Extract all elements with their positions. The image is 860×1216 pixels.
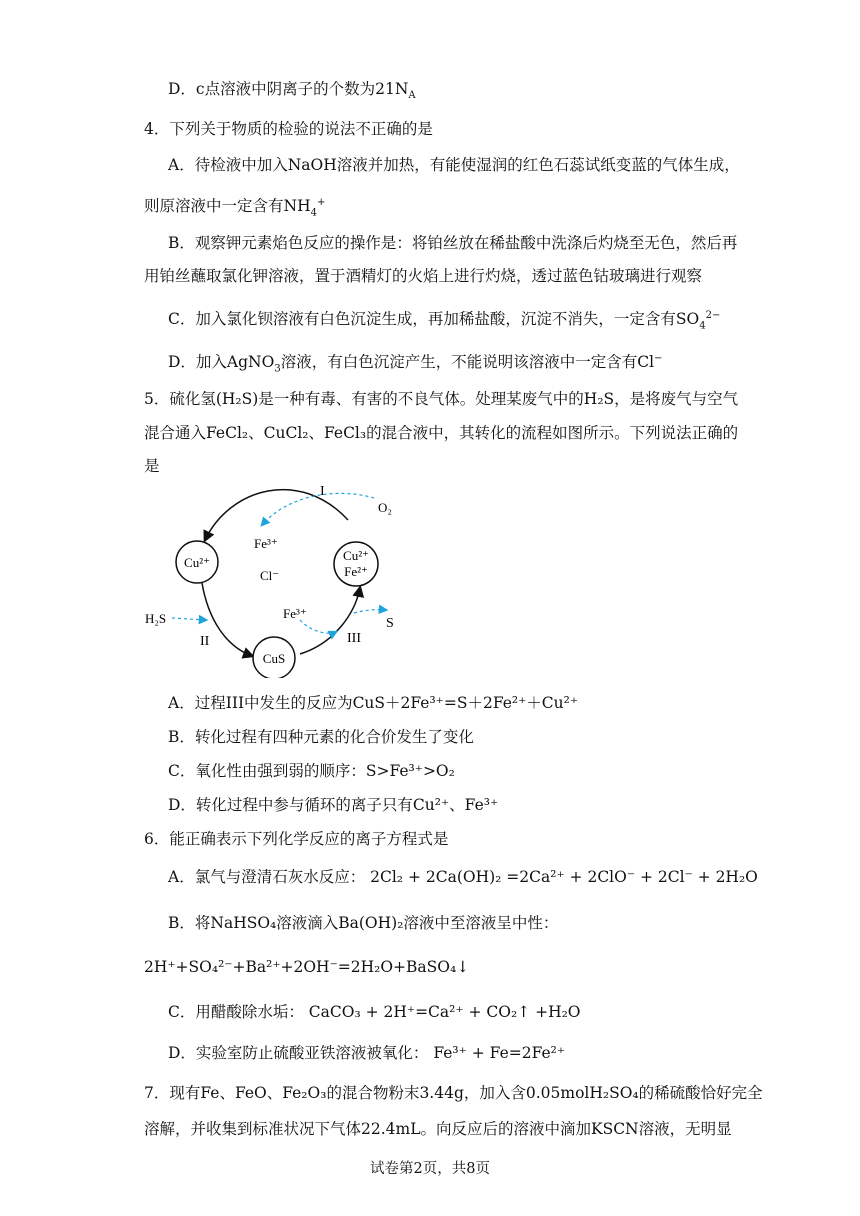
q5-line2: 混合通入FeCl₂、CuCl₂、FeCl₃的混合液中，其转化的流程如图所示。下列说法正确的 bbox=[144, 424, 739, 442]
label-cu2: Cu²⁺ bbox=[184, 555, 210, 570]
q5-option-d: D．转化过程中参与循环的离子只有Cu²⁺、Fe³⁺ bbox=[168, 796, 499, 814]
dashed-arrow-h2s bbox=[172, 618, 206, 620]
q5-option-b: B．转化过程有四种元素的化合价发生了变化 bbox=[168, 728, 474, 746]
agno3-sub: 3 bbox=[274, 363, 281, 375]
label-fe2-bottom: Fe²⁺ bbox=[344, 564, 368, 579]
label-cl: Cl⁻ bbox=[260, 568, 280, 583]
cycle-arc-top bbox=[205, 490, 348, 540]
q6-option-a: A．氯气与澄清石灰水反应： 2Cl₂ + 2Ca(OH)₂ =2Ca²⁺ + 2ClO⁻ + 2Cl⁻ + 2H₂O bbox=[168, 868, 758, 886]
label-fe3-low: Fe³⁺ bbox=[283, 606, 307, 621]
q4-d-tail: 溶液，有白色沉淀产生，不能说明该溶液中一定含有Cl bbox=[280, 353, 655, 372]
q4-stem: 4．下列关于物质的检验的说法不正确的是 bbox=[144, 120, 433, 138]
q5-line3: 是 bbox=[144, 457, 160, 475]
label-step-1: I bbox=[320, 484, 325, 499]
dashed-arrow-fe3 bbox=[300, 620, 336, 633]
label-cu2-top: Cu²⁺ bbox=[343, 548, 369, 563]
label-cus: CuS bbox=[262, 651, 286, 666]
q4-option-d bbox=[168, 349, 662, 379]
label-s: S bbox=[386, 616, 394, 631]
q5-option-a: A．过程III中发生的反应为CuS＋2Fe³⁺=S＋2Fe²⁺＋Cu²⁺ bbox=[168, 694, 579, 712]
line-q3-d bbox=[168, 79, 416, 106]
q4-option-c bbox=[168, 306, 720, 336]
q4-option-a-line2 bbox=[144, 193, 325, 223]
q5-option-c: C．氧化性由强到弱的顺序：S>Fe³⁺>O₂ bbox=[168, 762, 455, 780]
q6-option-b: B．将NaHSO₄溶液滴入Ba(OH)₂溶液中至溶液呈中性： bbox=[168, 914, 559, 932]
q4-option-b-line2: 用铂丝蘸取氯化钾溶液，置于酒精灯的火焰上进行灼烧，透过蓝色钴玻璃进行观察 bbox=[144, 267, 703, 285]
cycle-arc-left bbox=[202, 583, 252, 656]
so4-sub: 4 bbox=[699, 320, 706, 332]
q6-option-d: D．实验室防止硫酸亚铁溶液被氧化： Fe³⁺ + Fe=2Fe²⁺ bbox=[168, 1044, 566, 1062]
q7-line1: 7．现有Fe、FeO、Fe₂O₃的混合物粉末3.44g，加入含0.05molH₂SO₄的稀硫酸恰好完全 bbox=[144, 1084, 763, 1102]
cl-sup: − bbox=[654, 353, 663, 364]
q4-option-a-line1: A．待检液中加入NaOH溶液并加热，有能使湿润的红色石蕊试纸变蓝的气体生成， bbox=[168, 156, 740, 174]
page-footer: 试卷第2页，共8页 bbox=[370, 1161, 490, 1177]
label-o2: O₂ bbox=[378, 500, 392, 515]
q4-a2-text: 则原溶液中一定含有NH bbox=[144, 197, 311, 216]
label-step-2: II bbox=[200, 634, 210, 649]
label-fe3-top: Fe³⁺ bbox=[254, 536, 278, 551]
cycle-diagram bbox=[140, 478, 420, 678]
q7-line2: 溶解，并收集到标准状况下气体22.4mL。向反应后的溶液中滴加KSCN溶液，无明显 bbox=[144, 1120, 732, 1138]
q6-option-b-equation: 2H⁺+SO₄²⁻+Ba²⁺+2OH⁻=2H₂O+BaSO₄↓ bbox=[144, 958, 470, 976]
q3d-text: D．c点溶液中阴离子的个数为21N bbox=[168, 80, 409, 98]
q5-line1: 5．硫化氢(H₂S)是一种有毒、有害的不良气体。处理某废气中的H₂S，是将废气与空气 bbox=[144, 390, 739, 408]
q6-stem: 6．能正确表示下列化学反应的离子方程式是 bbox=[144, 830, 449, 848]
q4-d-text: D．加入AgNO bbox=[168, 353, 275, 372]
dashed-arrow-s bbox=[354, 610, 386, 613]
label-step-3: III bbox=[347, 631, 361, 646]
q6-option-c: C．用醋酸除水垢： CaCO₃ + 2H⁺=Ca²⁺ + CO₂↑ +H₂O bbox=[168, 1003, 581, 1021]
q4-option-b-line1: B．观察钾元素焰色反应的操作是：将铂丝放在稀盐酸中洗涤后灼烧至无色，然后再 bbox=[168, 234, 738, 252]
q4-c-text: C．加入氯化钡溶液有白色沉淀生成，再加稀盐酸，沉淀不消失，一定含有SO bbox=[168, 310, 700, 329]
so4-sup: 2− bbox=[705, 310, 721, 321]
q3d-sub: A bbox=[408, 90, 416, 102]
nh4-sup: + bbox=[316, 197, 326, 208]
nh4-sub: 4 bbox=[310, 207, 317, 219]
label-h2s: H₂S bbox=[145, 611, 167, 626]
